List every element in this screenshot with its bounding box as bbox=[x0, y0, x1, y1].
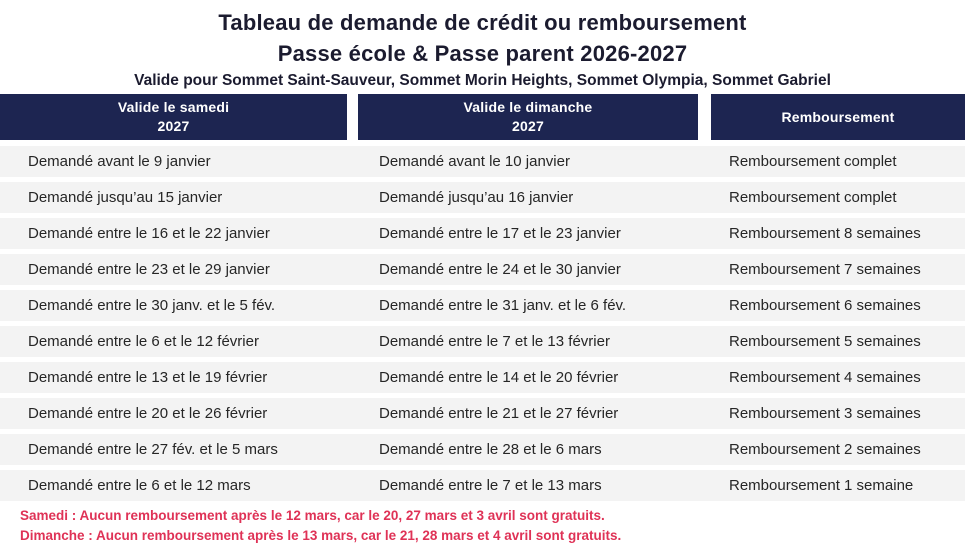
refund-cell: Remboursement 3 semaines bbox=[729, 405, 921, 422]
header-sunday bbox=[358, 94, 698, 140]
header-saturday-line2: 2027 bbox=[157, 118, 190, 134]
refund-cell: Remboursement 8 semaines bbox=[729, 225, 921, 242]
refund-cell: Remboursement 7 semaines bbox=[729, 261, 921, 278]
table-row bbox=[0, 326, 965, 357]
footnote-saturday: Samedi : Aucun remboursement après le 12 mars, car le 20, 27 mars et 3 avril sont gratuits. bbox=[20, 508, 605, 523]
sunday-cell: Demandé entre le 7 et le 13 mars bbox=[379, 477, 602, 494]
table-row bbox=[0, 146, 965, 177]
table-row bbox=[0, 182, 965, 213]
sunday-cell: Demandé entre le 24 et le 30 janvier bbox=[379, 261, 621, 278]
table-row bbox=[0, 434, 965, 465]
saturday-cell: Demandé entre le 6 et le 12 mars bbox=[28, 477, 251, 494]
saturday-cell: Demandé entre le 16 et le 22 janvier bbox=[28, 225, 270, 242]
sunday-cell: Demandé entre le 17 et le 23 janvier bbox=[379, 225, 621, 242]
table-header-row bbox=[0, 94, 965, 140]
header-sunday-line2: 2027 bbox=[512, 118, 544, 134]
refund-cell: Remboursement 1 semaine bbox=[729, 477, 914, 494]
sunday-cell: Demandé entre le 7 et le 13 février bbox=[379, 333, 610, 350]
page-title-line2: Passe école & Passe parent 2026-2027 bbox=[277, 41, 688, 66]
saturday-cell: Demandé jusqu’au 15 janvier bbox=[28, 189, 223, 206]
table-row bbox=[0, 362, 965, 393]
refund-cell: Remboursement 5 semaines bbox=[729, 333, 921, 350]
page-subtitle: Valide pour Sommet Saint-Sauveur, Sommet Morin Heights, Sommet Olympia, Sommet Gabriel bbox=[134, 72, 831, 89]
table-row bbox=[0, 398, 965, 429]
table-row bbox=[0, 290, 965, 321]
footnotes bbox=[0, 506, 965, 546]
sunday-cell: Demandé avant le 10 janvier bbox=[379, 153, 570, 170]
sunday-cell: Demandé entre le 14 et le 20 février bbox=[379, 369, 619, 386]
refund-cell: Remboursement 4 semaines bbox=[729, 369, 921, 386]
header-saturday-line1: Valide le samedi bbox=[117, 99, 230, 115]
sunday-cell: Demandé entre le 21 et le 27 février bbox=[379, 405, 619, 422]
refund-cell: Remboursement complet bbox=[729, 153, 897, 170]
refund-cell: Remboursement 2 semaines bbox=[729, 441, 921, 458]
table-row bbox=[0, 470, 965, 501]
footnote-sunday: Dimanche : Aucun remboursement après le 13 mars, car le 21, 28 mars et 4 avril sont gratuits. bbox=[20, 528, 622, 543]
table-body bbox=[0, 146, 965, 501]
header-refund-line1: Remboursement bbox=[781, 108, 895, 125]
saturday-cell: Demandé entre le 13 et le 19 février bbox=[28, 369, 268, 386]
sunday-cell: Demandé jusqu’au 16 janvier bbox=[379, 189, 574, 206]
saturday-cell: Demandé entre le 30 janv. et le 5 fév. bbox=[28, 297, 276, 314]
table-row bbox=[0, 254, 965, 285]
sunday-cell: Demandé entre le 28 et le 6 mars bbox=[379, 441, 602, 458]
saturday-cell: Demandé avant le 9 janvier bbox=[28, 153, 211, 170]
saturday-cell: Demandé entre le 6 et le 12 février bbox=[28, 333, 259, 350]
sunday-cell: Demandé entre le 31 janv. et le 6 fév. bbox=[379, 297, 627, 314]
header-saturday bbox=[0, 94, 347, 140]
table-row bbox=[0, 218, 965, 249]
saturday-cell: Demandé entre le 23 et le 29 janvier bbox=[28, 261, 270, 278]
page-title-line1: Tableau de demande de crédit ou remboursement bbox=[218, 10, 747, 35]
refund-cell: Remboursement complet bbox=[729, 189, 897, 206]
refund-cell: Remboursement 6 semaines bbox=[729, 297, 921, 314]
header-sunday-line1: Valide le dimanche bbox=[463, 99, 593, 115]
header-refund bbox=[711, 94, 965, 140]
page-header bbox=[0, 0, 965, 91]
saturday-cell: Demandé entre le 20 et le 26 février bbox=[28, 405, 268, 422]
saturday-cell: Demandé entre le 27 fév. et le 5 mars bbox=[28, 441, 278, 458]
